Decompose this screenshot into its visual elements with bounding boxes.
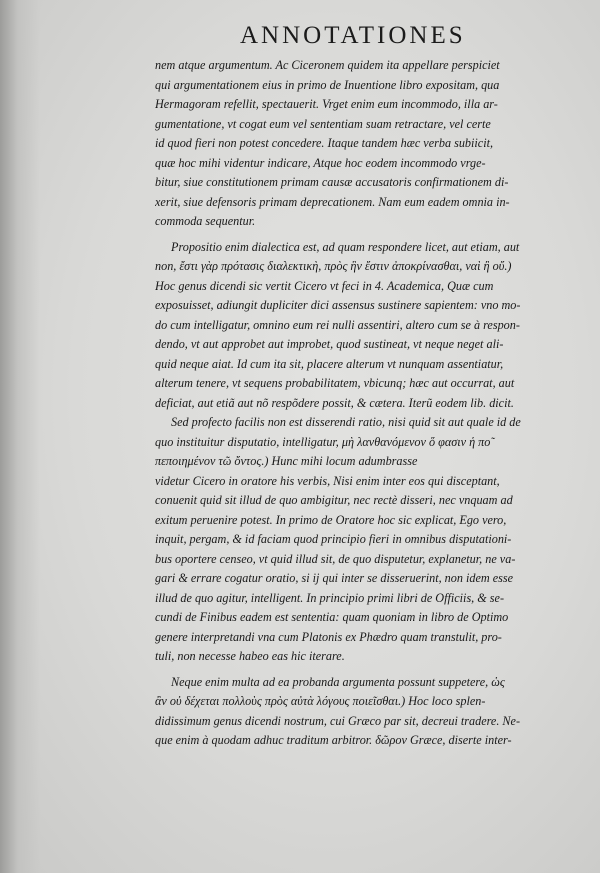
text-line: Hoc genus dicendi sic vertit Cicero vt feci in 4. Academica, Quæ cum bbox=[155, 278, 494, 293]
text-line: ἂν οὐ δέχεται πολλοὺς πρὸς αὐτὰ λόγους ποιεῖσθαι.) Hoc loco splen- bbox=[155, 694, 486, 708]
text-line: quæ hoc mihi videntur indicare, Atque hoc eodem incommodo vrge- bbox=[155, 155, 486, 170]
paragraph bbox=[155, 56, 555, 232]
text-line: πεποιημένον τῶ ὄντος.) Hunc mihi locum adumbrasse bbox=[155, 454, 418, 468]
text-line: bitur, siue constitutionem primam causæ accusatoris confirmationem di- bbox=[155, 175, 509, 189]
text-line: bus oportere censeo, vt quid illud sit, de quo disputetur, explanetur, ne va- bbox=[155, 551, 516, 566]
paragraph bbox=[155, 413, 555, 667]
text-line: exitum peruenire potest. In primo de Oratore hoc sic explicat, Ego vero, bbox=[155, 512, 507, 527]
text-line: didissimum genus dicendi nostrum, cui Græco par sit, decreui tradere. Ne- bbox=[155, 713, 521, 728]
text-line: qui argumentationem eius in primo de Inuentione libro expositam, qua bbox=[155, 77, 500, 92]
body-text bbox=[155, 56, 555, 751]
text-line: gari & errare cogatur oratio, si ij qui inter se disseruerint, non idem esse bbox=[155, 571, 514, 585]
text-line: tuli, non necesse habeo eas hic iterare. bbox=[155, 649, 345, 663]
page-gutter-shadow bbox=[0, 0, 40, 873]
text-line: Propositio enim dialectica est, ad quam respondere licet, aut etiam, aut bbox=[171, 239, 520, 254]
text-line: dendo, vt aut approbet aut improbet, quod sustineat, vt neque neget ali- bbox=[155, 337, 504, 351]
text-line: cundi de Finibus eadem est sententia: quam quoniam in libro de Optimo bbox=[155, 610, 509, 624]
paragraph bbox=[155, 673, 555, 751]
text-line: quid neque aiat. Id cum ita sit, placere alterum vt nunquam assentiatur, bbox=[155, 356, 504, 371]
text-line: Neque enim multa ad ea probanda argumenta possunt suppetere, ὡς bbox=[171, 674, 505, 689]
text-line: alterum tenere, vt sequens probabilitatem, vbicunq; hæc aut occurrat, aut bbox=[155, 376, 515, 390]
text-line: non, ἔστι γὰρ πρότασις διαλεκτικὴ, πρὸς ἣν ἔστιν ἀποκρίνασθαι, ναὶ ἢ οὔ.) bbox=[155, 259, 512, 273]
text-line: quo instituitur disputatio, intelligatur, μὴ λανθανόμενον ὅ φασιν ἡ πο̃ bbox=[155, 434, 491, 449]
text-line: deficiat, aut etiã aut nõ respõdere possit, & cætera. Iterũ eodem lib. dicit. bbox=[155, 395, 514, 410]
text-line: conuenit quid sit illud de quo ambigitur, nec rectè disseri, nec vnquam ad bbox=[155, 493, 513, 507]
running-header: ANNOTATIONES bbox=[240, 22, 466, 49]
paragraph bbox=[155, 238, 555, 414]
text-line: illud de quo agitur, intelligent. In principio primi libri de Officiis, & se- bbox=[155, 590, 505, 605]
text-line: genere interpretandi vna cum Platonis ex Phædro quam transtulit, pro- bbox=[155, 629, 502, 644]
text-line: videtur Cicero in oratore his verbis, Nisi enim inter eos qui disceptant, bbox=[155, 473, 500, 488]
text-line: exposuisset, adiungit dupliciter dici assensus sustinere sapientem: vno mo- bbox=[155, 298, 521, 312]
text-line: nem atque argumentum. Ac Ciceronem quidem ita appellare perspiciet bbox=[155, 58, 500, 72]
text-line: id quod fieri non potest concedere. Itaque tandem hæc verba subiicit, bbox=[155, 136, 494, 150]
text-line: commoda sequentur. bbox=[155, 214, 256, 228]
text-line: inquit, pergam, & id faciam quod principio fieri in omnibus disputationi- bbox=[155, 532, 512, 546]
text-line: que enim à quodam adhuc traditum arbitror. δῶρον Græce, diserte inter- bbox=[155, 733, 512, 747]
text-line: gumentatione, vt cogat eum vel sententiam suam retractare, vel certe bbox=[155, 116, 491, 131]
text-line: Hermagoram refellit, spectauerit. Vrget enim eum incommodo, illa ar- bbox=[155, 97, 498, 111]
text-line: Sed profecto facilis non est disserendi ratio, nisi quid sit aut quale id de bbox=[171, 415, 521, 429]
text-line: xerit, siue defensoris primam deprecationem. Nam eum eadem omnia in- bbox=[155, 194, 510, 209]
text-line: do cum intelligatur, omnino eum rei nulli assentiri, altero cum se à respon- bbox=[155, 317, 520, 332]
